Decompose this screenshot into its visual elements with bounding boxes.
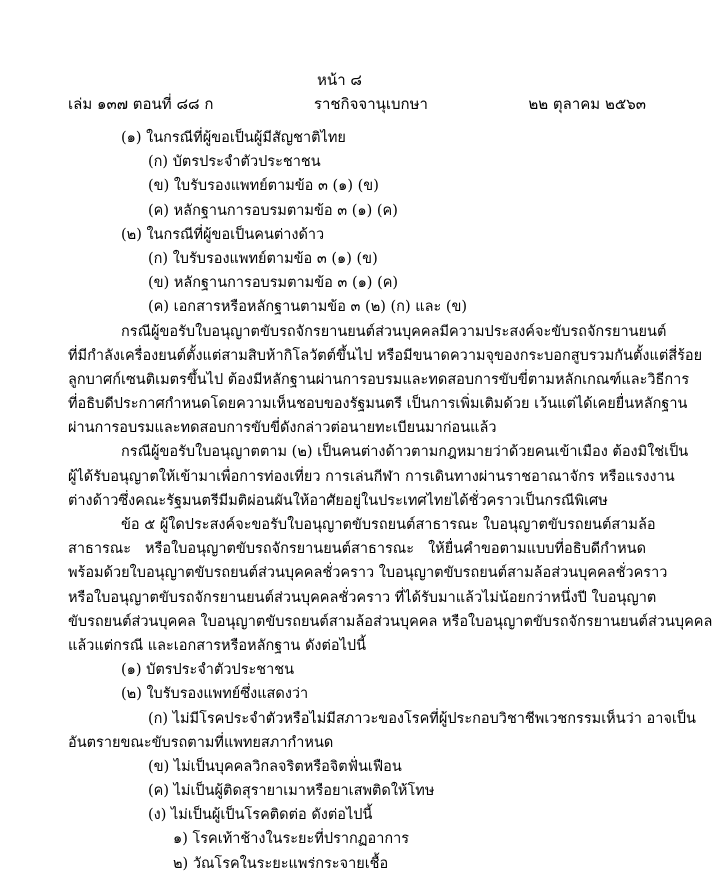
text-line: (ค) หลักฐานการอบรมตามข้อ ๓ (๑) (ค) [148,202,398,219]
text-line: (๒) ใบรับรองแพทย์ซึ่งแสดงว่า [121,686,309,703]
page-number: หน้า ๘ [317,71,362,89]
text-line: กรณีผู้ขอรับใบอนุญาตขับรถจักรยานยนต์ส่วนบุคคลมีความประสงค์จะขับรถจักรยานยนต์ [121,323,667,340]
text-line: สาธารณะ หรือใบอนุญาตขับรถจักรยานยนต์สาธารณะ ให้ยื่นคำขอตามแบบที่อธิบดีกำหนด [68,541,646,558]
text-line: (ค) ไม่เป็นผู้ติดสุรายาเมาหรือยาเสพติดให้โทษ [148,783,435,800]
text-line: (ก) ใบรับรองแพทย์ตามข้อ ๓ (๑) (ข) [148,250,378,267]
text-line: ลูกบาศก์เซนติเมตรขึ้นไป ต้องมีหลักฐานผ่านการอบรมและทดสอบการขับขี่ตามหลักเกณฑ์และวิธีการ [68,371,690,388]
text-line: พร้อมด้วยใบอนุญาตขับรถยนต์ส่วนบุคคลชั่วคราว ใบอนุญาตขับรถยนต์สามล้อส่วนบุคคลชั่วคราว [68,565,668,582]
text-line: กรณีผู้ขอรับใบอนุญาตตาม (๒) เป็นคนต่างด้าวตามกฎหมายว่าด้วยคนเข้าเมือง ต้องมิใช่เป็น [121,444,689,461]
text-line: ที่มีกำลังเครื่องยนต์ตั้งแต่สามสิบห้ากิโลวัตต์ขึ้นไป หรือมีขนาดความจุของกระบอกสูบรวมกันตั้งแต่สี่ร้อย [68,347,703,364]
publication-name: ราชกิจจานุเบกษา [313,95,428,113]
text-line: (ก) บัตรประจำตัวประชาชน [148,154,321,171]
text-line: (ง) ไม่เป็นผู้เป็นโรคติดต่อ ดังต่อไปนี้ [148,807,373,824]
text-line: (ก) ไม่มีโรคประจำตัวหรือไม่มีสภาวะของโรคที่ผู้ประกอบวิชาชีพเวชกรรมเห็นว่า อาจเป็น [148,710,696,727]
text-line: ผู้ได้รับอนุญาตให้เข้ามาเพื่อการท่องเที่ยว การเล่นกีฬา การเดินทางผ่านราชอาณาจักร หรือแรงงาน [68,468,675,485]
text-line: ต่างด้าวซึ่งคณะรัฐมนตรีมีมติผ่อนผันให้อาศัยอยู่ในประเทศไทยได้ชั่วคราวเป็นกรณีพิเศษ [68,492,608,509]
text-line: (ข) ไม่เป็นบุคคลวิกลจริตหรือจิตฟั่นเฟือน [148,758,402,775]
text-line: อันตรายขณะขับรถตามที่แพทยสภากำหนด [68,734,334,751]
publication-date: ๒๒ ตุลาคม ๒๕๖๓ [528,95,646,113]
text-line: (๑) ในกรณีที่ผู้ขอเป็นผู้มีสัญชาติไทย [121,130,346,146]
text-line: หรือใบอนุญาตขับรถจักรยานยนต์ส่วนบุคคลชั่วคราว ที่ได้รับมาแล้วไม่น้อยกว่าหนึ่งปี ใบอนุญาต [68,589,657,606]
text-line: ข้อ ๕ ผู้ใดประสงค์จะขอรับใบอนุญาตขับรถยนต์สาธารณะ ใบอนุญาตขับรถยนต์สามล้อ [121,517,656,533]
text-line: ที่อธิบดีประกาศกำหนดโดยความเห็นชอบของรัฐมนตรี เป็นการเพิ่มเติมด้วย เว้นแต่ได้เคยยื่นหลักฐาน [68,396,688,413]
text-line: ขับรถยนต์ส่วนบุคคล ใบอนุญาตขับรถยนต์สามล้อส่วนบุคคล หรือใบอนุญาตขับรถจักรยานยนต์ส่วนบุคคล [68,613,712,630]
text-line: (๒) ในกรณีที่ผู้ขอเป็นคนต่างด้าว [121,226,325,243]
gazette-header [68,92,646,116]
text-line: ผ่านการอบรมและทดสอบการขับขี่ดังกล่าวต่อนายทะเบียนมาก่อนแล้ว [68,420,497,437]
text-line: (๑) บัตรประจำตัวประชาชน [121,662,295,679]
text-line: (ข) ใบรับรองแพทย์ตามข้อ ๓ (๑) (ข) [148,178,379,195]
document-body [68,126,712,876]
text-line: (ข) หลักฐานการอบรมตามข้อ ๓ (๑) (ค) [148,275,399,292]
volume-issue: เล่ม ๑๓๗ ตอนที่ ๘๘ ก [68,95,214,113]
text-line: แล้วแต่กรณี และเอกสารหรือหลักฐาน ดังต่อไปนี้ [68,637,366,654]
text-line: ๒) วัณโรคในระยะแพร่กระจายเชื้อ [173,855,389,872]
text-line: (ค) เอกสารหรือหลักฐานตามข้อ ๓ (๒) (ก) และ (ข) [148,299,468,316]
text-line: ๑) โรคเท้าช้างในระยะที่ปรากฏอาการ [173,831,410,848]
